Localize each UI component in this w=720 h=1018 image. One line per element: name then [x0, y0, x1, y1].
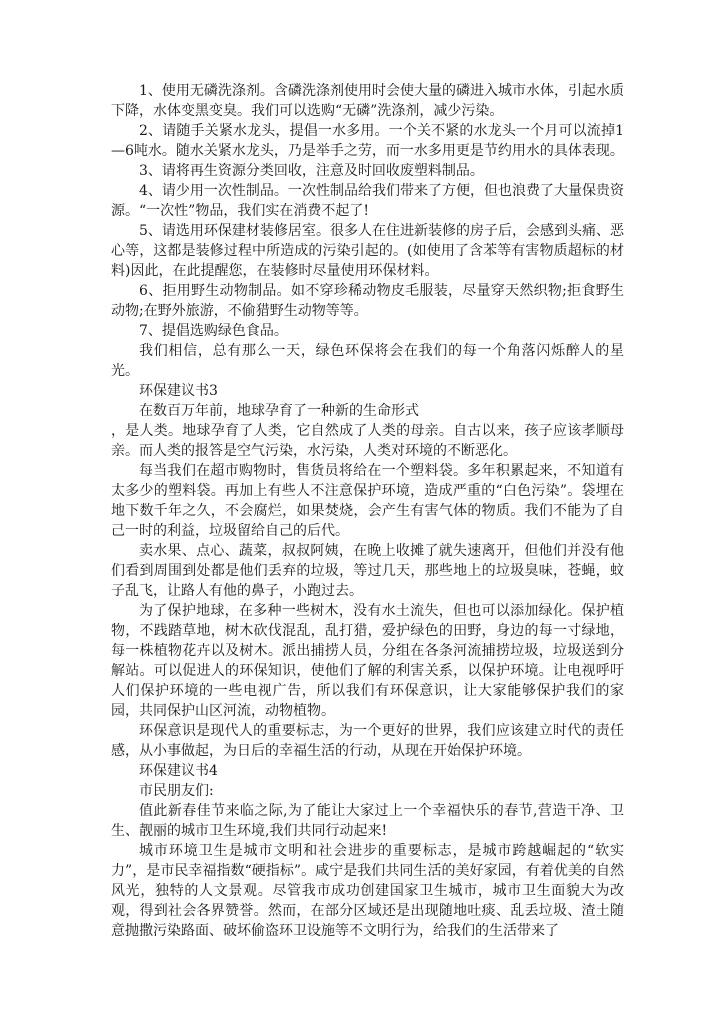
- paragraph: 6、拒用野生动物制品。如不穿珍稀动物皮毛服装，尽量穿天然织物;拒食野生动物;在野外旅游，不偷猎野生动物等等。: [111, 283, 624, 319]
- paragraph: 3、请将再生资源分类回收，注意及时回收废塑料制品。: [139, 163, 484, 179]
- section-heading: 环保建议书3: [139, 383, 218, 399]
- paragraph: 1、使用无磷洗涤剂。含磷洗涤剂使用时会使大量的磷进入城市水体，引起水质下降，水体变黑变臭。我们可以选购“无磷”洗涤剂，减少污染。: [111, 83, 624, 119]
- paragraph: 7、提倡选购绿色食品。: [139, 323, 288, 339]
- paragraph: 5、请选用环保建材装修居室。很多人在住进新装修的房子后，会感到头痛、恶心等，这都是装修过程中所造成的污染引起的。(如使用了含苯等有害物质超标的材料)因此，在此提醒您，在装修时尽量使用环保材料。: [111, 223, 624, 279]
- document-body: [111, 81, 624, 941]
- paragraph: 市民朋友们:: [139, 783, 214, 799]
- paragraph: 值此新春佳节来临之际,为了能让大家过上一个幸福快乐的春节,营造干净、卫生、靓丽的城市卫生环境,我们共同行动起来!: [111, 803, 624, 839]
- paragraph: 我们相信，总有那么一天，绿色环保将会在我们的每一个角落闪烁醉人的星光。: [111, 343, 624, 379]
- paragraph: 每当我们在超市购物时，售货员将给在一个塑料袋。多年积累起来，不知道有太多少的塑料袋。再加上有些人不注意保护环境，造成严重的“白色污染”。袋埋在地下数千年之久，不会腐烂，如果焚烧，会产生有害气体的物质。我们不能为了自己一时的利益，垃圾留给自己的后代。: [111, 463, 624, 539]
- paragraph: 4、请少用一次性制品。一次性制品给我们带来了方便，但也浪费了大量保贵资源。“一次性”物品，我们实在消费不起了!: [111, 183, 624, 219]
- paragraph: 城市环境卫生是城市文明和社会进步的重要标志，是城市跨越崛起的“软实力”，是市民幸福指数“硬指标”。咸宁是我们共同生活的美好家园，有着优美的自然风光，独特的人文景观。尽管我市成功创建国家卫生城市，城市卫生面貌大为改观，得到社会各界赞誉。然而，在部分区域还是出现随地吐痰、乱丢垃圾、渣土随意抛撒污染路面、破坏偷盗环卫设施等不文明行为，给我们的生活带来了: [111, 843, 624, 939]
- paragraph: ，是人类。地球孕育了人类，它自然成了人类的母亲。自古以来，孩子应该孝顺母亲。而人类的报答是空气污染，水污染，人类对环境的不断恶化。: [111, 423, 624, 459]
- paragraph: 2、请随手关紧水龙头，提倡一水多用。一个关不紧的水龙头一个月可以流掉1—6吨水。随水关紧水龙头，乃是举手之劳，而一水多用更是节约用水的具体表现。: [111, 123, 624, 159]
- paragraph: 为了保护地球，在多种一些树木，没有水土流失，但也可以添加绿化。保护植物，不践踏草地，树木砍伐混乱，乱打猎，爱护绿色的田野，身边的每一寸绿地，每一株植物花卉以及树木。派出捕捞人员，分组在各条河流捕捞垃圾，垃圾送到分解站。可以促进人的环保知识，使他们了解的利害关系，以保护环境。让电视呼吁人们保护环境的一些电视广告，所以我们有环保意识，让大家能够保护我们的家园，共同保护山区河流，动物植物。: [111, 603, 624, 719]
- section-heading: 环保建议书4: [139, 763, 218, 779]
- paragraph: 在数百万年前，地球孕育了一种新的生命形式: [139, 403, 419, 419]
- paragraph: 环保意识是现代人的重要标志，为一个更好的世界，我们应该建立时代的责任感，从小事做起，为日后的幸福生活的行动，从现在开始保护环境。: [111, 723, 624, 759]
- paragraph: 卖水果、点心、蔬菜，叔叔阿姨，在晚上收摊了就失速离开，但他们并没有他们看到周围到处都是他们丢弃的垃圾，等过几天，那些地上的垃圾臭味，苍蝇，蚊子乱飞，让路人有他的鼻子，小跑过去。: [111, 543, 624, 599]
